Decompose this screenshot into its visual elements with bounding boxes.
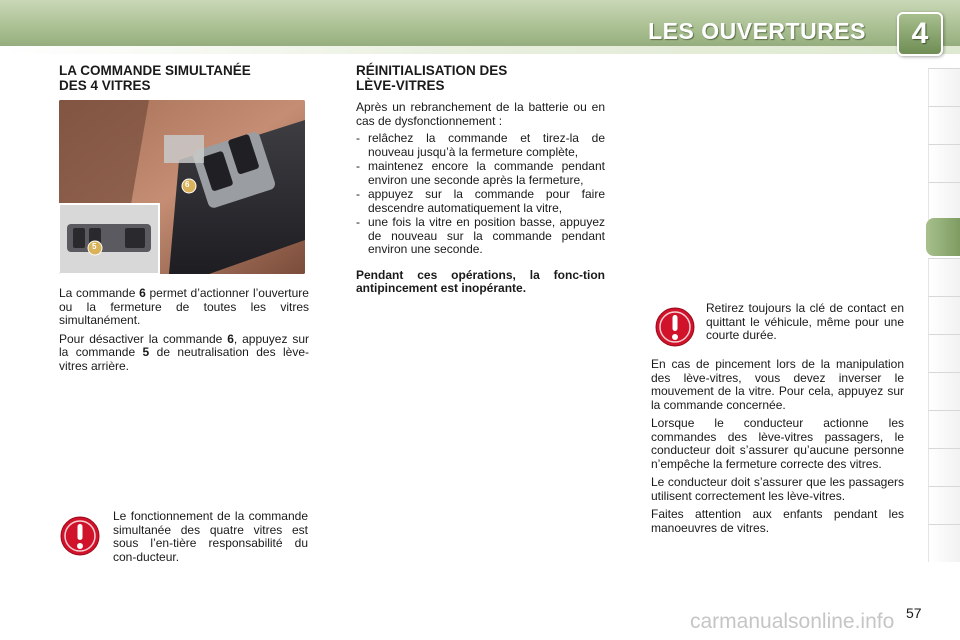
chapter-tab[interactable] bbox=[928, 410, 960, 448]
chapter-tab[interactable] bbox=[928, 68, 960, 106]
paragraph bbox=[59, 287, 309, 328]
list-item: - relâchez la commande et tirez-la de nouveau jusqu’à la fermeture complète, bbox=[356, 132, 605, 159]
chapter-tab[interactable] bbox=[928, 372, 960, 410]
list-item: - appuyez sur la commande pour faire descendre automatiquement la vitre, bbox=[356, 188, 605, 215]
header-divider bbox=[0, 46, 960, 54]
chapter-tab[interactable] bbox=[928, 182, 960, 220]
chapter-tab[interactable] bbox=[928, 106, 960, 144]
list-item: - maintenez encore la commande pendant environ une seconde après la fermeture, bbox=[356, 160, 605, 187]
list-item: - une fois la vitre en position basse, appuyez de nouveau sur la commande pendant environ une seconde. bbox=[356, 216, 605, 257]
warning-key bbox=[706, 302, 904, 348]
text-run: Pour désactiver la commande bbox=[59, 331, 228, 346]
page-title: LES OUVERTURES bbox=[648, 18, 866, 44]
text-run: permet d’actionner l’ouverture ou la fermeture de toutes les vitres simultanément. bbox=[59, 286, 309, 327]
paragraph: Lorsque le conducteur actionne les commandes des lève-vitres passagers, le conducteur doit s’assurer qu’aucune personne n’empêche la fermeture correcte des vitres. bbox=[651, 416, 904, 471]
section-title-line: RÉINITIALISATION DES bbox=[356, 63, 508, 78]
text-run: La commande bbox=[59, 286, 140, 300]
chapter-tab[interactable] bbox=[928, 448, 960, 486]
section-title-line: DES 4 VITRES bbox=[59, 78, 151, 93]
chapter-number: 4 bbox=[911, 17, 929, 50]
chapter-tab[interactable] bbox=[928, 258, 960, 296]
text-run: , appuyez sur la commande bbox=[59, 331, 309, 359]
chapter-tab[interactable] bbox=[928, 144, 960, 182]
reset-steps-list bbox=[356, 132, 605, 257]
chapter-tab-active[interactable] bbox=[926, 218, 960, 256]
control-number: 5 bbox=[142, 345, 150, 359]
warning-text: Le fonctionnement de la commande simultanée des quatre vitres est sous l’en-tière responsabilité du con-ducteur. bbox=[113, 509, 308, 564]
text-run: de neutralisation des lève-vitres arrière. bbox=[59, 345, 309, 373]
warning-exclamation-icon bbox=[655, 307, 695, 347]
photo-callout-5: 5 bbox=[92, 242, 97, 251]
control-number: 6 bbox=[139, 286, 146, 300]
anti-pinch-note: Pendant ces opérations, la fonc-tion antipincement est inopérante. bbox=[356, 267, 605, 295]
paragraph: En cas de pincement lors de la manipulation des lève-vitres, vous devez inverser le mouvement de la vitre. Pour cela, appuyez sur la commande concernée. bbox=[651, 357, 904, 412]
chapter-tab[interactable] bbox=[928, 334, 960, 372]
paragraph bbox=[59, 333, 309, 374]
chapter-badge bbox=[897, 12, 943, 56]
page-number: 57 bbox=[906, 605, 922, 621]
middle-body bbox=[356, 101, 605, 301]
warning-exclamation-icon bbox=[60, 516, 100, 556]
chapter-tab[interactable] bbox=[928, 486, 960, 524]
paragraph: Faites attention aux enfants pendant les manoeuvres de vitres. bbox=[651, 507, 904, 535]
section-title-reset bbox=[356, 63, 507, 93]
section-title-line: LA COMMANDE SIMULTANÉE bbox=[59, 63, 251, 78]
photo-callout-6: 6 bbox=[185, 180, 190, 189]
watermark: carmanualsonline.info bbox=[690, 610, 895, 633]
chapter-tab[interactable] bbox=[928, 524, 960, 562]
section-title-simultaneous bbox=[59, 63, 251, 93]
paragraph: Le conducteur doit s’assurer que les passagers utilisent correctement les lève-vitres. bbox=[651, 475, 904, 503]
chapter-tab[interactable] bbox=[928, 296, 960, 334]
section-title-line: LÈVE-VITRES bbox=[356, 78, 445, 93]
left-body bbox=[59, 287, 309, 378]
warning-simultaneous bbox=[113, 510, 308, 569]
intro-text: Après un rebranchement de la batterie ou en cas de dysfonctionnement : bbox=[356, 100, 605, 128]
window-switch-photo bbox=[59, 100, 305, 274]
control-number: 6 bbox=[227, 331, 234, 346]
warning-text: Retirez toujours la clé de contact en quittant le véhicule, même pour une courte durée. bbox=[706, 301, 904, 342]
right-body bbox=[651, 358, 904, 540]
chapter-tabs bbox=[928, 68, 960, 576]
